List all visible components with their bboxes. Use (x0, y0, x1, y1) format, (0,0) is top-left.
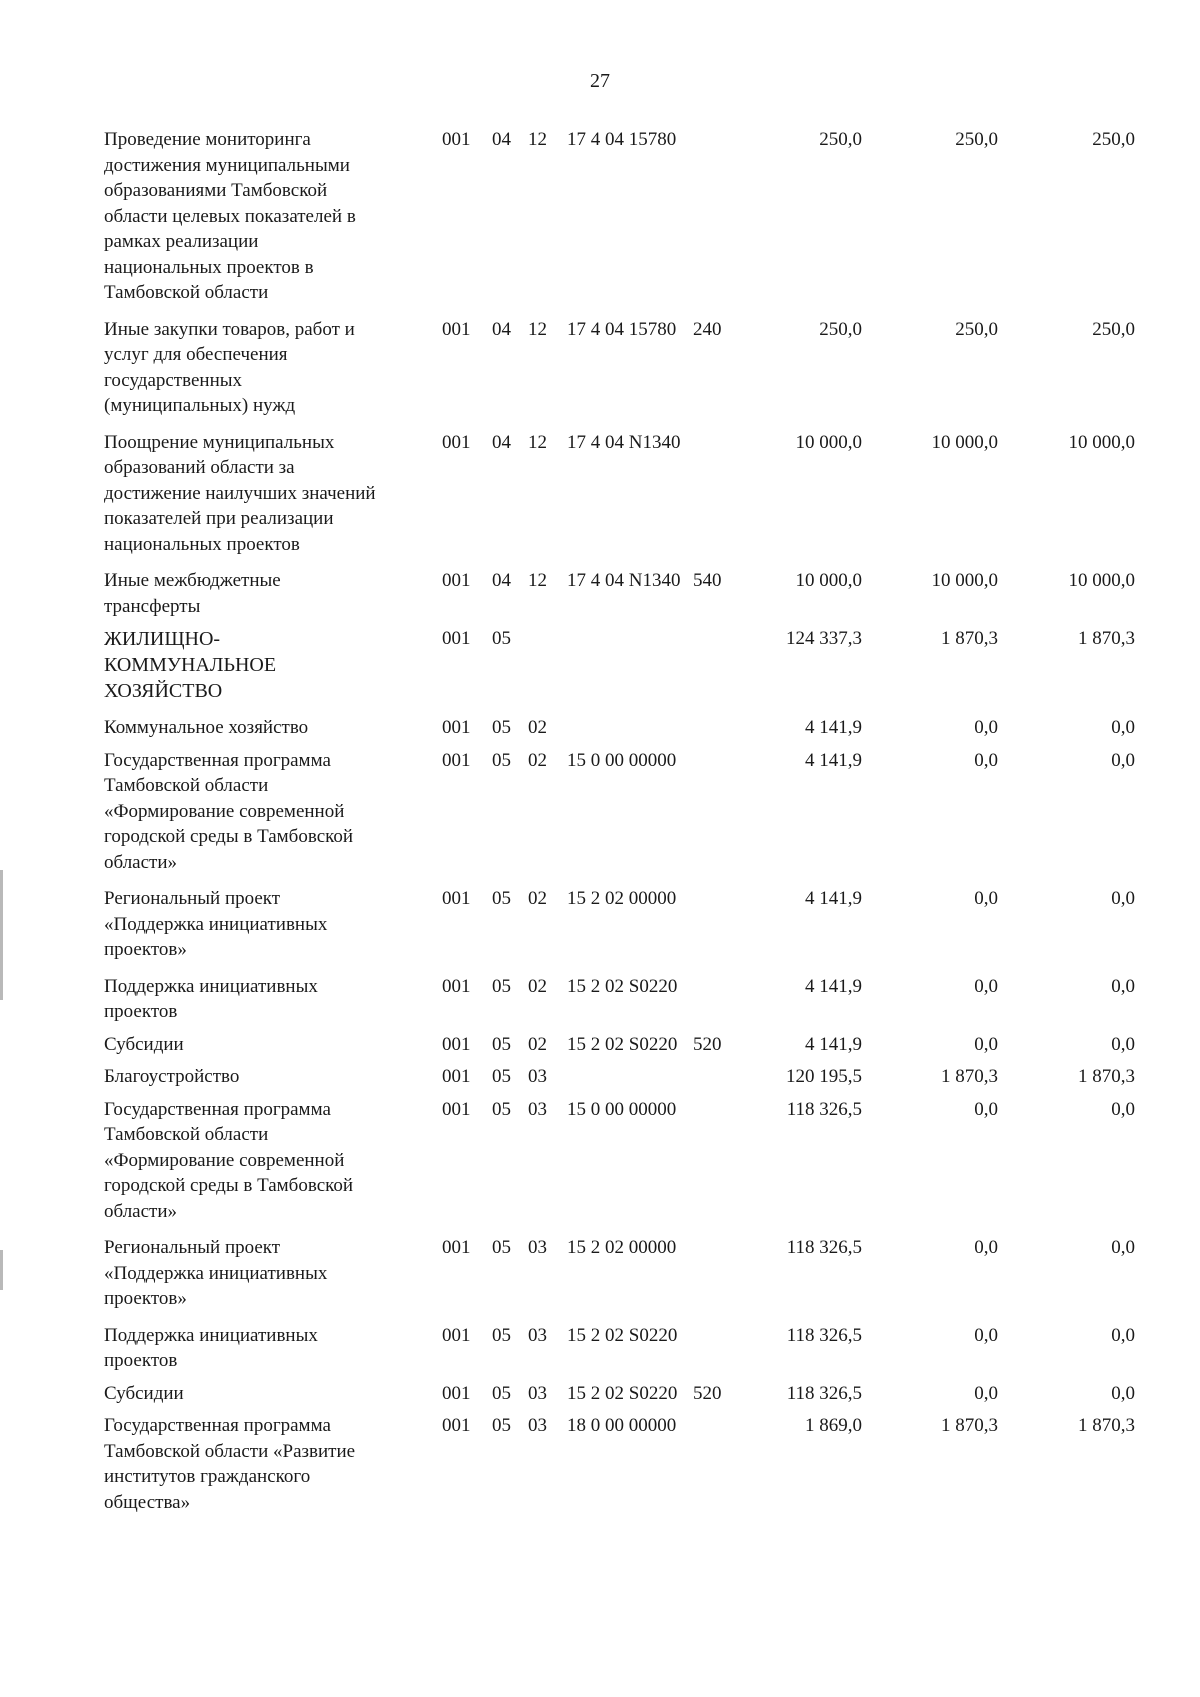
page-number: 27 (590, 70, 610, 92)
amount-year-1: 118 326,5 (786, 1324, 862, 1346)
amount-year-3: 1 870,3 (1078, 1415, 1135, 1436)
amount-year-2: 0,0 (974, 975, 998, 997)
amount-year-2: 10 000,0 (931, 570, 998, 591)
code-ved: 001 (442, 1415, 471, 1436)
code-subsection: 03 (528, 1382, 547, 1404)
table-row (104, 1235, 1176, 1312)
row-name: Иные закупки товаров, работ и услуг для обеспечения государственных (муниципальных) нужд (104, 318, 355, 416)
amount-year-3: 1 870,3 (1078, 1066, 1135, 1087)
amount-year-2: 250,0 (955, 129, 998, 150)
row-name: Субсидии (104, 1382, 184, 1404)
amount-year-2: 0,0 (974, 1324, 998, 1346)
scan-edge-mark (0, 870, 3, 1000)
amount-year-3: 0,0 (1111, 1237, 1135, 1258)
code-target-article: 18 0 00 00000 (567, 1415, 677, 1436)
code-subsection: 02 (528, 1033, 547, 1055)
amount-year-1: 120 195,5 (786, 1066, 862, 1087)
amount-year-3: 0,0 (1111, 749, 1135, 771)
amount-year-2: 1 870,3 (941, 628, 998, 649)
code-subsection: 02 (528, 975, 547, 997)
table-row (104, 748, 1176, 876)
code-target-article: 15 0 00 00000 (567, 1098, 677, 1120)
row-name: Проведение мониторинга достижения муниципальными образованиями Тамбовской области целевых показателей в рамках реализации национальных проектов в Тамбовской области (104, 129, 356, 303)
row-name: Субсидии (104, 1033, 184, 1055)
code-target-article: 15 2 02 S0220 (567, 1382, 678, 1404)
table-row (104, 1097, 1176, 1225)
row-name: Региональный проект «Поддержка инициативных проектов» (104, 888, 328, 960)
amount-year-2: 0,0 (974, 717, 998, 738)
amount-year-2: 0,0 (974, 1237, 998, 1258)
code-section: 05 (492, 1066, 511, 1087)
code-section: 04 (492, 431, 511, 453)
code-section: 04 (492, 129, 511, 150)
code-ved: 001 (442, 129, 471, 150)
amount-year-1: 4 141,9 (805, 717, 862, 738)
amount-year-3: 0,0 (1111, 1033, 1135, 1055)
code-subsection: 12 (528, 570, 547, 591)
table-row (104, 317, 1176, 419)
code-subsection: 03 (528, 1066, 547, 1087)
amount-year-1: 250,0 (819, 129, 862, 150)
amount-year-3: 0,0 (1111, 717, 1135, 738)
amount-year-3: 250,0 (1092, 129, 1135, 150)
amount-year-1: 124 337,3 (786, 628, 862, 649)
amount-year-2: 1 870,3 (941, 1066, 998, 1087)
code-target-article: 17 4 04 15780 (567, 129, 677, 150)
code-target-article: 15 2 02 00000 (567, 1237, 677, 1258)
scan-edge-mark (0, 1250, 3, 1290)
row-name: Государственная программа Тамбовской области «Формирование современной городской среды в Тамбовской области» (104, 1098, 354, 1222)
code-target-article: 15 2 02 S0220 (567, 1033, 678, 1055)
code-ved: 001 (442, 975, 471, 997)
amount-year-3: 0,0 (1111, 888, 1135, 909)
amount-year-1: 4 141,9 (805, 888, 862, 909)
amount-year-2: 0,0 (974, 1033, 998, 1055)
amount-year-1: 250,0 (819, 318, 862, 340)
code-expense-type: 240 (693, 318, 722, 340)
code-ved: 001 (442, 888, 471, 909)
code-target-article: 17 4 04 N1340 (567, 570, 681, 591)
code-section: 04 (492, 318, 511, 340)
code-ved: 001 (442, 628, 471, 649)
row-name: Государственная программа Тамбовской области «Формирование современной городской среды в Тамбовской области» (104, 749, 354, 873)
code-subsection: 12 (528, 431, 547, 453)
row-name: Государственная программа Тамбовской области «Развитие институтов гражданского общества» (104, 1415, 356, 1513)
code-target-article: 15 2 02 S0220 (567, 1324, 678, 1346)
code-ved: 001 (442, 1324, 471, 1346)
amount-year-3: 0,0 (1111, 1098, 1135, 1120)
row-name: Поддержка инициативных проектов (104, 1324, 318, 1371)
code-subsection: 03 (528, 1415, 547, 1436)
table-row (104, 1064, 1176, 1090)
code-ved: 001 (442, 1237, 471, 1258)
row-name: Поощрение муниципальных образований области за достижение наилучших значений показателей при реализации национальных проектов (104, 431, 376, 555)
amount-year-3: 0,0 (1111, 975, 1135, 997)
code-target-article: 15 2 02 00000 (567, 888, 677, 909)
code-section: 05 (492, 975, 511, 997)
table-row (104, 430, 1176, 558)
code-target-article: 15 2 02 S0220 (567, 975, 678, 997)
amount-year-1: 118 326,5 (786, 1098, 862, 1120)
budget-table (104, 127, 1176, 1526)
code-section: 05 (492, 628, 511, 649)
code-section: 05 (492, 1237, 511, 1258)
code-subsection: 12 (528, 318, 547, 340)
code-section: 05 (492, 1382, 511, 1404)
code-target-article: 17 4 04 N1340 (567, 431, 681, 453)
row-name: ЖИЛИЩНО- КОММУНАЛЬНОЕ ХОЗЯЙСТВО (104, 628, 277, 702)
code-section: 05 (492, 1033, 511, 1055)
code-subsection: 02 (528, 888, 547, 909)
amount-year-1: 10 000,0 (795, 431, 862, 453)
code-expense-type: 520 (693, 1033, 722, 1055)
amount-year-2: 10 000,0 (931, 431, 998, 453)
amount-year-1: 4 141,9 (805, 1033, 862, 1055)
amount-year-2: 0,0 (974, 1382, 998, 1404)
code-ved: 001 (442, 1033, 471, 1055)
table-row (104, 1381, 1176, 1407)
code-ved: 001 (442, 1098, 471, 1120)
code-section: 04 (492, 570, 511, 591)
table-row (104, 568, 1176, 619)
code-target-article: 17 4 04 15780 (567, 318, 677, 340)
amount-year-1: 4 141,9 (805, 749, 862, 771)
amount-year-3: 0,0 (1111, 1382, 1135, 1404)
amount-year-1: 4 141,9 (805, 975, 862, 997)
code-subsection: 03 (528, 1098, 547, 1120)
amount-year-2: 0,0 (974, 749, 998, 771)
code-ved: 001 (442, 318, 471, 340)
amount-year-3: 10 000,0 (1068, 570, 1135, 591)
row-name: Коммунальное хозяйство (104, 717, 309, 738)
amount-year-1: 118 326,5 (786, 1237, 862, 1258)
code-ved: 001 (442, 749, 471, 771)
table-row (104, 715, 1176, 741)
row-name: Региональный проект «Поддержка инициативных проектов» (104, 1237, 328, 1309)
table-row (104, 1032, 1176, 1058)
code-expense-type: 520 (693, 1382, 722, 1404)
code-section: 05 (492, 1415, 511, 1436)
code-subsection: 03 (528, 1237, 547, 1258)
code-section: 05 (492, 749, 511, 771)
table-row (104, 1323, 1176, 1374)
code-section: 05 (492, 1324, 511, 1346)
code-ved: 001 (442, 717, 471, 738)
code-subsection: 03 (528, 1324, 547, 1346)
amount-year-1: 10 000,0 (795, 570, 862, 591)
amount-year-2: 250,0 (955, 318, 998, 340)
code-expense-type: 540 (693, 570, 722, 591)
row-name: Благоустройство (104, 1066, 240, 1087)
amount-year-3: 0,0 (1111, 1324, 1135, 1346)
amount-year-2: 1 870,3 (941, 1415, 998, 1436)
code-ved: 001 (442, 431, 471, 453)
amount-year-3: 10 000,0 (1068, 431, 1135, 453)
row-name: Поддержка инициативных проектов (104, 975, 318, 1022)
code-subsection: 02 (528, 749, 547, 771)
amount-year-3: 1 870,3 (1078, 628, 1135, 649)
code-subsection: 02 (528, 717, 547, 738)
code-section: 05 (492, 888, 511, 909)
table-row (104, 1413, 1176, 1515)
amount-year-3: 250,0 (1092, 318, 1135, 340)
table-row (104, 886, 1176, 963)
amount-year-1: 1 869,0 (805, 1415, 862, 1436)
amount-year-2: 0,0 (974, 888, 998, 909)
table-row (104, 974, 1176, 1025)
amount-year-2: 0,0 (974, 1098, 998, 1120)
code-ved: 001 (442, 1382, 471, 1404)
code-section: 05 (492, 717, 511, 738)
table-row (104, 626, 1176, 704)
code-ved: 001 (442, 1066, 471, 1087)
code-target-article: 15 0 00 00000 (567, 749, 677, 771)
amount-year-1: 118 326,5 (786, 1382, 862, 1404)
code-section: 05 (492, 1098, 511, 1120)
code-subsection: 12 (528, 129, 547, 150)
code-ved: 001 (442, 570, 471, 591)
table-row (104, 127, 1176, 306)
row-name: Иные межбюджетные трансферты (104, 570, 281, 617)
